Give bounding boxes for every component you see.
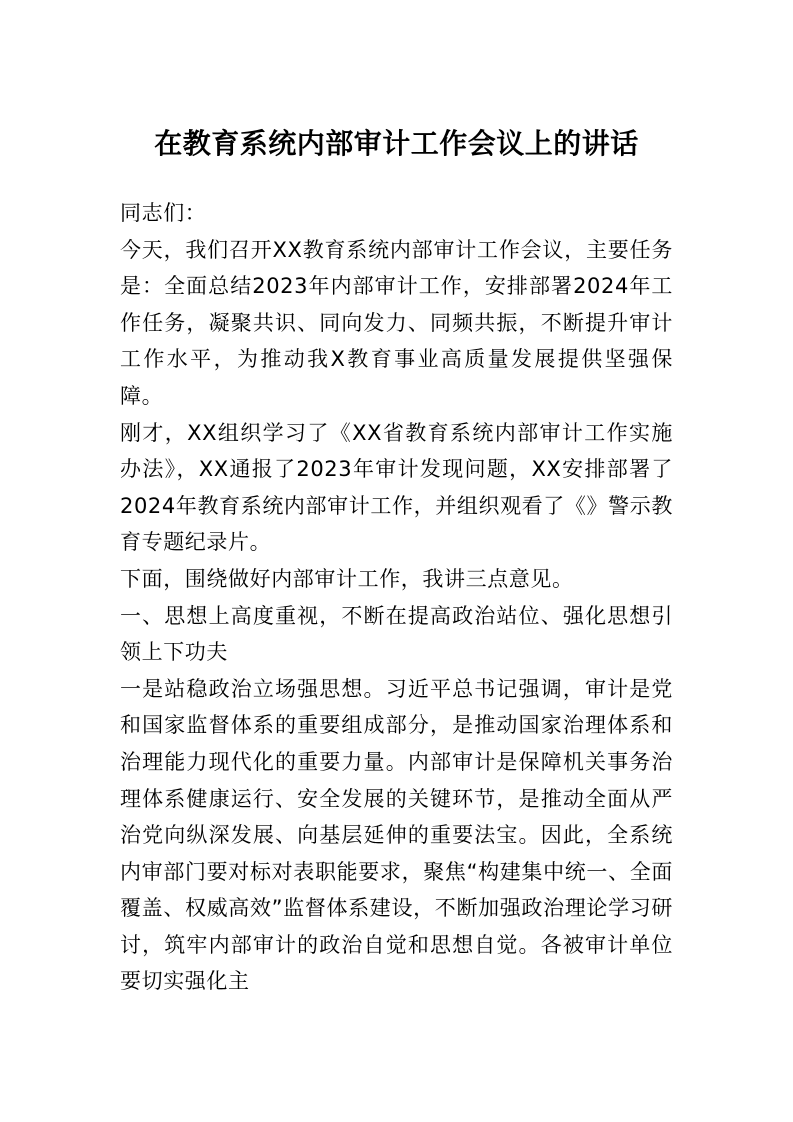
document-title: 在教育系统内部审计工作会议上的讲话 <box>154 127 639 160</box>
salutation-paragraph: 同志们： <box>120 201 207 225</box>
body-paragraph: 一是站稳政治立场强思想。习近平总书记强调，审计是党和国家监督体系的重要组成部分，是推动国家治理体系和治理能力现代化的重要力量。内部审计是保障机关事务治理体系健康运行、安全发展的关键环节，是推动全面从严治党向纵深发展、向基层延伸的重要法宝。因此，全系统内审部门要对标对表职能要求，聚焦“构建集中统一、全面覆盖、权威高效”监督体系建设，不断加强政治理论学习研讨，筑牢内部审计的政治自觉和思想自觉。各被审计单位要切实强化主 <box>120 676 673 994</box>
body-paragraph: 下面，围绕做好内部审计工作，我讲三点意见。 <box>120 566 574 591</box>
document-body <box>120 195 673 1000</box>
section-heading: 一、思想上高度重视，不断在提高政治站位、强化思想引领上下功夫 <box>120 603 673 665</box>
body-paragraph: 今天，我们召开XX教育系统内部审计工作会议，主要任务是：全面总结2023年内部审计工作，安排部署2024年工作任务，凝聚共识、同向发力、同频共振，不断提升审计工作水平，为推动我X教育事业高质量发展提供坚强保障。 <box>120 237 673 408</box>
body-paragraph: 刚才，XX组织学习了《XX省教育系统内部审计工作实施办法》，XX通报了2023年审计发现问题，XX安排部署了2024年教育系统内部审计工作，并组织观看了《》警示教育专题纪录片。 <box>120 420 673 555</box>
